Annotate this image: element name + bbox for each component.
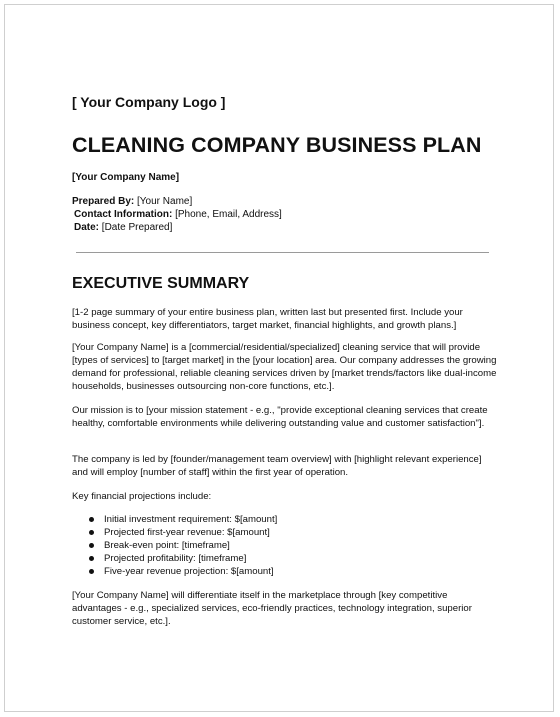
bullet-icon: [89, 543, 94, 548]
list-item: [72, 526, 277, 539]
list-item-text: Projected profitability: [timeframe]: [104, 553, 247, 564]
financial-projections-intro: Key financial projections include:: [72, 491, 212, 502]
executive-summary-heading: EXECUTIVE SUMMARY: [72, 275, 250, 292]
list-item: [72, 565, 277, 578]
leadership-paragraph: The company is led by [founder/management team overview] with [highlight relevant experience] and will employ [number of staff] within the first year of operation.: [72, 454, 482, 478]
date-value: [Date Prepared]: [101, 222, 173, 233]
list-item-text: Projected first-year revenue: $[amount]: [104, 527, 270, 538]
list-item: [72, 552, 277, 565]
bullet-icon: [89, 556, 94, 561]
list-item-text: Initial investment requirement: $[amount]: [104, 514, 278, 525]
company-logo-placeholder: [ Your Company Logo ]: [72, 94, 226, 110]
differentiation-paragraph: [Your Company Name] will differentiate itself in the marketplace through [key competitive advantages - e.g., specialized services, eco-friendly practices, technology integration, superior customer service, etc.].: [72, 590, 472, 627]
list-item-text: Break-even point: [timeframe]: [104, 540, 230, 551]
company-overview-paragraph: [Your Company Name] is a [commercial/residential/specialized] cleaning service that will provide [types of services] to [target market] in the [your location] area. Our company addresses the growing demand for professional, reliable cleaning services driven by [market trends/factors like dual-income households, businesses outsourcing non-core functions, etc.].: [72, 342, 497, 392]
bullet-icon: [89, 530, 94, 535]
date-line: [74, 222, 172, 233]
header-divider: [76, 252, 489, 253]
bullet-icon: [89, 517, 94, 522]
prepared-by-label: Prepared By:: [72, 196, 135, 207]
date-label: Date:: [74, 222, 100, 233]
document-page: [4, 4, 554, 712]
mission-paragraph: Our mission is to [your mission statement - e.g., "provide exceptional cleaning services that create healthy, comfortable environments while delivering outstanding value and customer satisfaction"].: [72, 405, 488, 429]
list-item: [72, 513, 277, 526]
document-title: CLEANING COMPANY BUSINESS PLAN: [72, 133, 482, 157]
contact-information-line: [74, 209, 282, 220]
list-item-text: Five-year revenue projection: $[amount]: [104, 566, 274, 577]
company-name: [Your Company Name]: [72, 172, 180, 183]
prepared-by-line: [72, 196, 192, 207]
financial-projections-list: [72, 513, 277, 578]
contact-information-value: [Phone, Email, Address]: [175, 209, 282, 220]
list-item: [72, 539, 277, 552]
bullet-icon: [89, 569, 94, 574]
contact-information-label: Contact Information:: [74, 209, 173, 220]
prepared-by-value: [Your Name]: [137, 196, 193, 207]
summary-intro-paragraph: [1-2 page summary of your entire business plan, written last but presented first. Include your business concept, key differentiators, target market, financial highlights, and growth plans.]: [72, 307, 463, 331]
